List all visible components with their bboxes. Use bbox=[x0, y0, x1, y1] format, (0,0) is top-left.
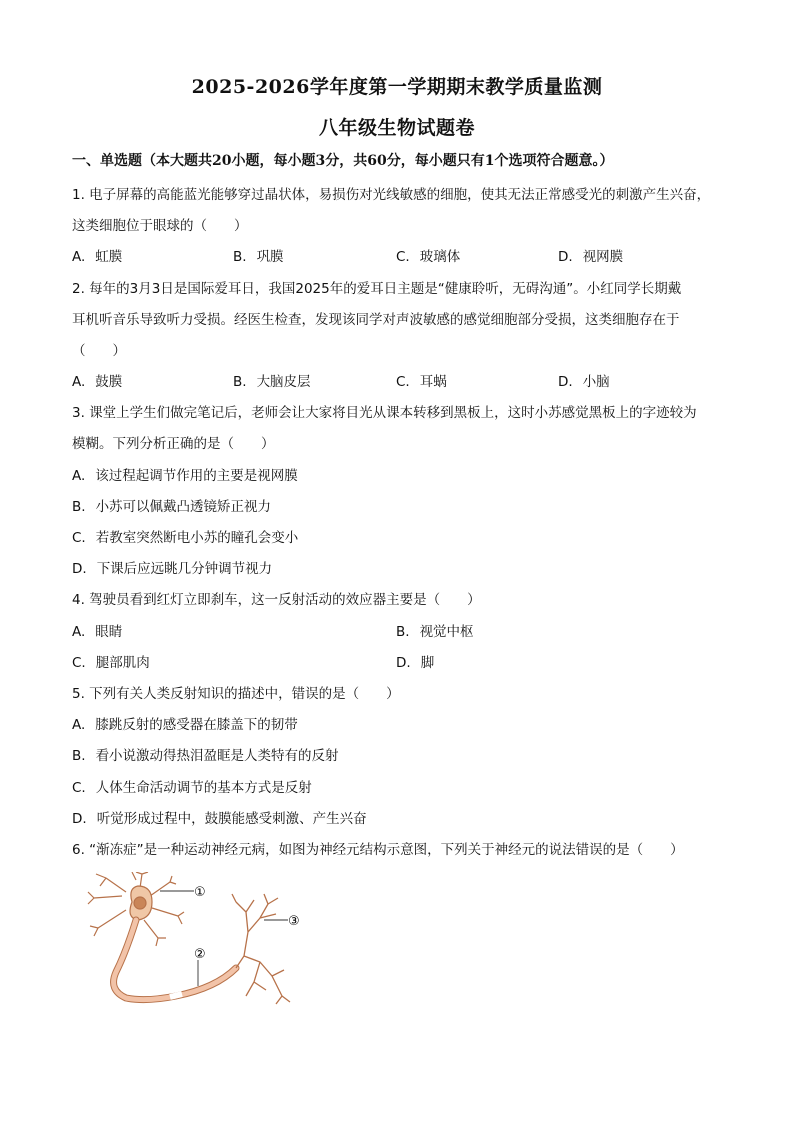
q4-option-b: B. 视觉中枢 bbox=[396, 624, 474, 640]
q4-stem-line1: 4. 驾驶员看到红灯立即刹车，这一反射活动的效应器主要是（ ） bbox=[72, 592, 481, 608]
q2-option-d: D. 小脑 bbox=[558, 374, 610, 390]
q3-stem-line2: 模糊。下列分析正确的是（ ） bbox=[72, 436, 275, 452]
q1-option-c: C. 玻璃体 bbox=[396, 249, 461, 265]
q3-option-a: A. 该过程起调节作用的主要是视网膜 bbox=[72, 468, 298, 484]
label-1: ① bbox=[194, 885, 206, 900]
q1-stem-line1: 1. 电子屏幕的高能蓝光能够穿过晶状体，易损伤对光线敏感的细胞，使其无法正常感受光的刺激产生兴奋， bbox=[72, 187, 711, 203]
q5-option-a: A. 膝跳反射的感受器在膝盖下的韧带 bbox=[72, 717, 298, 733]
q3-option-d: D. 下课后应远眺几分钟调节视力 bbox=[72, 561, 273, 577]
q6-stem-line1: 6. “渐冻症”是一种运动神经元病，如图为神经元结构示意图，下列关于神经元的说法错误的是（ ） bbox=[72, 842, 684, 858]
q2-stem-line3: （ ） bbox=[72, 343, 126, 359]
nucleus bbox=[134, 897, 146, 909]
q3-stem-line1: 3. 课堂上学生们做完笔记后，老师会让大家将目光从课本转移到黑板上，这时小苏感觉黑板上的字迹较为 bbox=[72, 405, 697, 421]
exam-title: 2025-2026学年度第一学期期末教学质量监测 bbox=[191, 76, 603, 98]
neuron-cell-body bbox=[88, 872, 184, 946]
q1-option-b: B. 巩膜 bbox=[233, 249, 284, 265]
q2-option-a: A. 鼓膜 bbox=[72, 374, 123, 390]
q5-stem-line1: 5. 下列有关人类反射知识的描述中，错误的是（ ） bbox=[72, 686, 400, 702]
section-heading: 一、单选题（本大题共20小题，每小题3分，共60分，每小题只有1个选项符合题意。） bbox=[72, 153, 614, 169]
q2-stem-line2: 耳机听音乐导致听力受损。经医生检查，发现该同学对声波敏感的感觉细胞部分受损，这类细胞存在于 bbox=[72, 312, 680, 328]
q1-option-a: A. 虹膜 bbox=[72, 249, 123, 265]
q5-option-c: C. 人体生命活动调节的基本方式是反射 bbox=[72, 780, 312, 796]
nerve-endings bbox=[232, 894, 290, 1004]
label-3: ③ bbox=[288, 914, 300, 929]
q5-option-d: D. 听觉形成过程中，鼓膜能感受刺激、产生兴奋 bbox=[72, 811, 367, 827]
q1-option-d: D. 视网膜 bbox=[558, 249, 624, 265]
q2-option-b: B. 大脑皮层 bbox=[233, 374, 311, 390]
q1-stem-line2: 这类细胞位于眼球的（ ） bbox=[72, 218, 248, 234]
label-2: ② bbox=[194, 947, 206, 962]
q3-option-c: C. 若教室突然断电小苏的瞳孔会变小 bbox=[72, 530, 299, 546]
q5-option-b: B. 看小说激动得热泪盈眶是人类特有的反射 bbox=[72, 748, 339, 764]
neuron-axon bbox=[114, 920, 236, 1000]
q4-option-a: A. 眼睛 bbox=[72, 624, 123, 640]
neuron-diagram bbox=[86, 872, 316, 1022]
q4-option-d: D. 脚 bbox=[396, 655, 435, 671]
q4-option-c: C. 腿部肌肉 bbox=[72, 655, 150, 671]
q2-stem-line1: 2. 每年的3月3日是国际爱耳日，我国2025年的爱耳日主题是“健康聆听，无碍沟通”。小红同学长期戴 bbox=[72, 281, 682, 297]
q2-option-c: C. 耳蜗 bbox=[396, 374, 447, 390]
q3-option-b: B. 小苏可以佩戴凸透镜矫正视力 bbox=[72, 499, 272, 515]
exam-subtitle: 八年级生物试题卷 bbox=[318, 117, 475, 139]
